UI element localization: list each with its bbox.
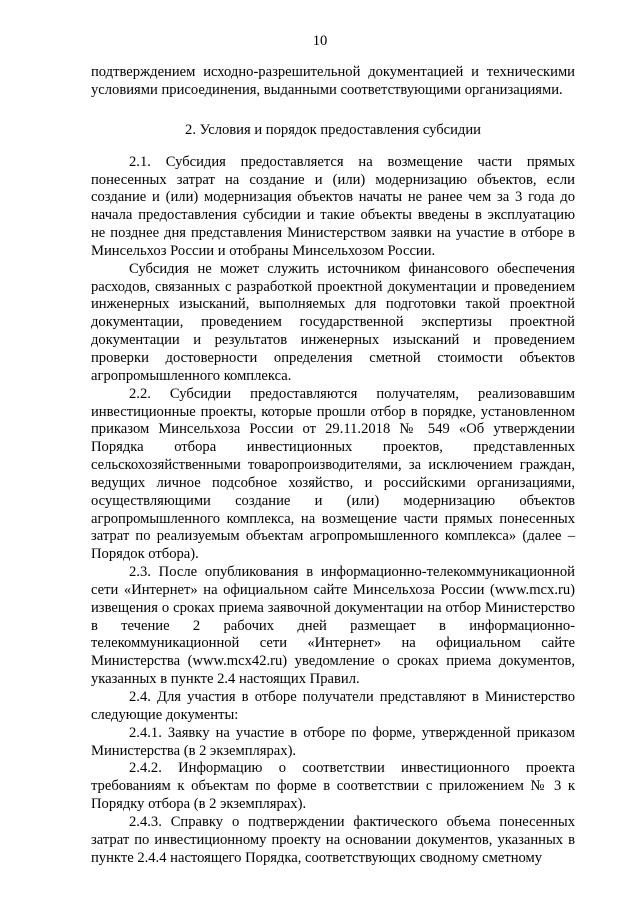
paragraph-2-4-2: 2.4.2. Информацию о соответствии инвестиционного проекта требованиям к объектам по форме в соответствии с приложением № 3 к Порядку отбора (в 2 экземплярах). [91, 760, 575, 813]
section-heading: 2. Условия и порядок предоставления субсидии [185, 121, 481, 138]
paragraph-subsidy-limits: Субсидия не может служить источником финансового обеспечения расходов, связанных с разработкой проектной документации и проведением инженерных изысканий, выполняемых для подготовки такой проектной документации, проведением государственной экспертизы проектной документации и результатов инженерных изысканий и проведением проверки достоверности определения сметной стоимости объектов агропромышленного комплекса. [91, 260, 575, 384]
paragraph-2-1: 2.1. Субсидия предоставляется на возмещение части прямых понесенных затрат на создание и (или) модернизацию объектов, если создание и (или) модернизация объектов начаты не ранее чем за 3 года до начала предоставления субсидии и такие объекты введены в эксплуатацию не позднее дня представления Министерством заявки на участие в отборе в Минсельхоз России и отобраны Минсельхозом России. [91, 153, 575, 259]
paragraph-2-3: 2.3. После опубликования в информационно-телекоммуникационной сети «Интернет» на официальном сайте Минсельхоза России (www.mcx.ru) извещения о сроках приема заявочной документации на отбор Министерство в течение 2 рабочих дней размещает в информационно-телекоммуникационной сети «Интернет» на официальном сайте Министерства (www.mcx42.ru) уведомление о сроках приема документов, указанных в пункте 2.4 настоящих Правил. [91, 564, 575, 688]
paragraph-continuation: подтверждением исходно-разрешительной документацией и техническими условиями присоединения, выданными соответствующими организациями. [91, 64, 575, 98]
paragraph-2-4: 2.4. Для участия в отборе получатели представляют в Министерство следующие документы: [91, 689, 575, 723]
paragraph-2-4-3: 2.4.3. Справку о подтверждении фактического объема понесенных затрат по инвестиционному проекту на основании документов, указанных в пункте 2.4.4 настоящего Порядка, соответствующих сводному сметному [91, 813, 575, 866]
paragraph-2-2: 2.2. Субсидии предоставляются получателям, реализовавшим инвестиционные проекты, которые прошли отбор в порядке, установленном приказом Минсельхоза России от 29.11.2018 № 549 «Об утверждении Порядка отбора инвестиционных проектов, представленных сельскохозяйственными товаропроизводителями, за исключением граждан, ведущих личное подсобное хозяйство, и российскими организациями, осуществляющими создание и (или) модернизацию объектов агропромышленного комплекса, на возмещение части прямых понесенных затрат по реализуемым объектам агропромышленного комплекса» (далее – Порядок отбора). [91, 385, 575, 563]
paragraph-2-4-1: 2.4.1. Заявку на участие в отборе по форме, утвержденной приказом Министерства (в 2 экземплярах). [91, 724, 575, 759]
document-body [91, 64, 575, 867]
page-number: 10 [312, 33, 328, 49]
